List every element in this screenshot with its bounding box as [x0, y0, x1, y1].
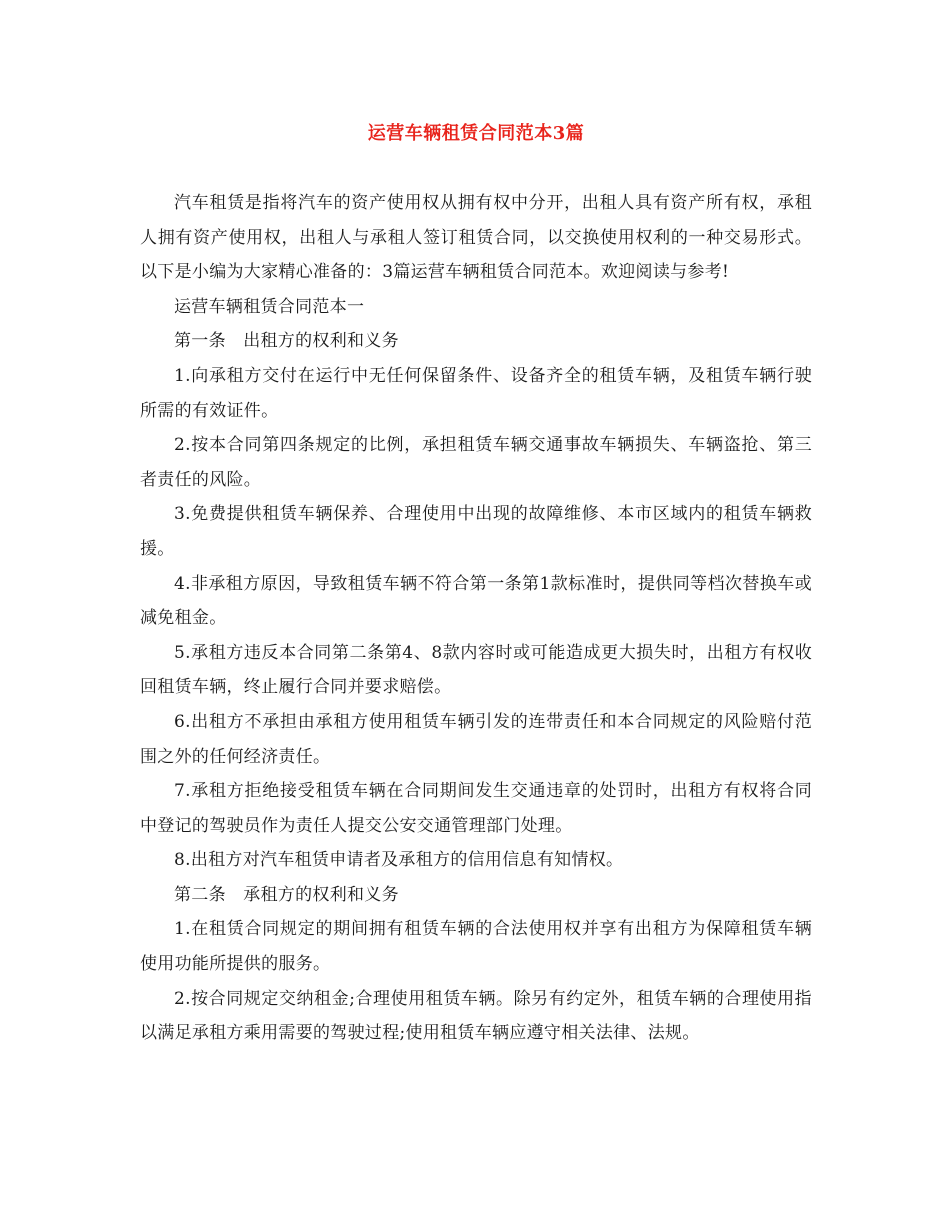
article-heading: 第二条 承租方的权利和义务: [174, 884, 399, 905]
clause-paragraph: 7.承租方拒绝接受租赁车辆在合同期间发生交通违章的处罚时，出租方有权将合同中登记的驾驶员作为责任人提交公安交通管理部门处理。: [140, 781, 812, 836]
clause-paragraph: 5.承租方违反本合同第二条第4、8款内容时或可能造成更大损失时，出租方有权收回租赁车辆，终止履行合同并要求赔偿。: [140, 642, 812, 698]
section-heading: 运营车辆租赁合同范本一: [174, 296, 365, 317]
clause-paragraph: 6.出租方不承担由承租方使用租赁车辆引发的连带责任和本合同规定的风险赔付范围之外的任何经济责任。: [140, 711, 812, 767]
clause-paragraph: 1.在租赁合同规定的期间拥有租赁车辆的合法使用权并享有出租方为保障租赁车辆使用功能所提供的服务。: [140, 919, 812, 975]
document-body: [140, 186, 812, 1051]
clause-paragraph: 3.免费提供租赁车辆保养、合理使用中出现的故障维修、本市区域内的租赁车辆救援。: [140, 504, 812, 559]
clause-paragraph: 8.出租方对汽车租赁申请者及承租方的信用信息有知情权。: [174, 850, 624, 871]
intro-paragraph: 汽车租赁是指将汽车的资产使用权从拥有权中分开，出租人具有资产所有权，承租人拥有资产使用权，出租人与承租人签订租赁合同，以交换使用权利的一种交易形式。以下是小编为大家精心准备的：3篇运营车辆租赁合同范本。欢迎阅读与参考!: [140, 193, 812, 283]
clause-paragraph: 4.非承租方原因，导致租赁车辆不符合第一条第1款标准时，提供同等档次替换车或减免租金。: [140, 573, 812, 629]
clause-paragraph: 2.按本合同第四条规定的比例，承担租赁车辆交通事故车辆损失、车辆盗抢、第三者责任的风险。: [140, 435, 812, 490]
clause-paragraph: 2.按合同规定交纳租金;合理使用租赁车辆。除另有约定外，租赁车辆的合理使用指以满足承租方乘用需要的驾驶过程;使用租赁车辆应遵守相关法律、法规。: [140, 988, 812, 1044]
clause-paragraph: 1.向承租方交付在运行中无任何保留条件、设备齐全的租赁车辆，及租赁车辆行驶所需的有效证件。: [140, 365, 812, 421]
document-title: 运营车辆租赁合同范本3篇: [367, 123, 585, 144]
article-heading: 第一条 出租方的权利和义务: [174, 331, 399, 352]
